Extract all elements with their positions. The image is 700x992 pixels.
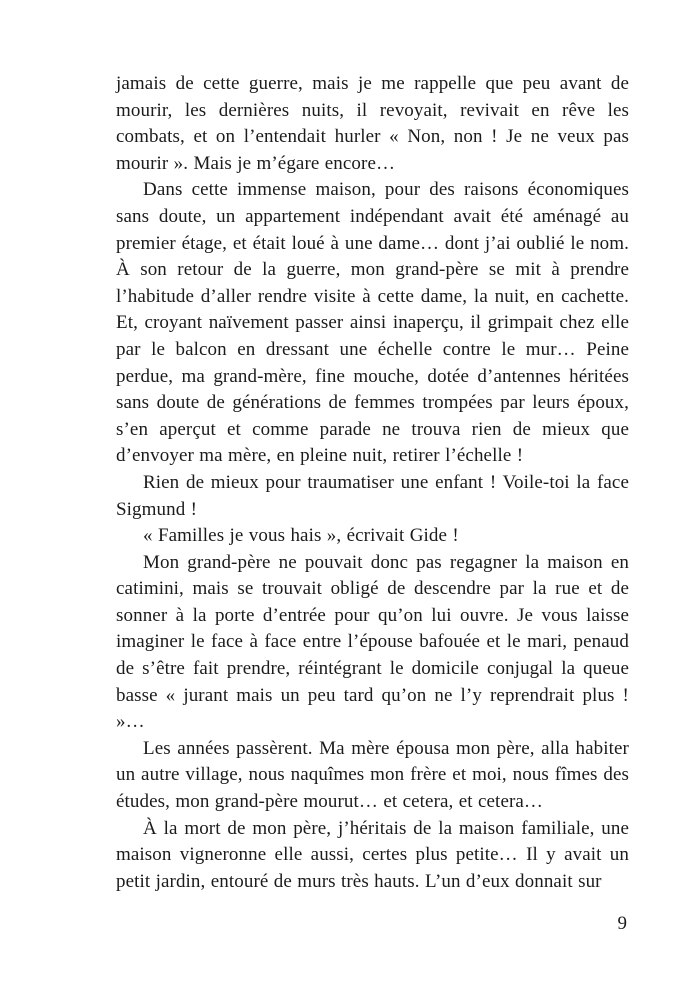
paragraph: Rien de mieux pour traumatiser une enfant ! Voile-toi la face Sigmund !	[116, 471, 629, 520]
paragraph: À la mort de mon père, j’héritais de la maison familiale, une maison vigneronne elle aussi, certes plus petite… Il y avait un petit jardin, entouré de murs très hauts. L’un d’eux donnait sur	[116, 817, 629, 892]
page-text	[116, 71, 629, 895]
paragraph: « Familles je vous hais », écrivait Gide !	[143, 525, 459, 547]
paragraph-continuation: jamais de cette guerre, mais je me rappelle que peu avant de mourir, les dernières nuits, il revoyait, revivait en rêve les combats, et on l’entendait hurler « Non, non ! Je ne veux pas mourir ». Mais je m’égare encore…	[116, 73, 629, 174]
page-number: 9	[617, 913, 627, 934]
paragraph: Mon grand-père ne pouvait donc pas regagner la maison en catimini, mais se trouvait obligé de descendre par la rue et de sonner à la porte d’entrée pour qu’on lui ouvre. Je vous laisse imaginer le face à face entre l’épouse bafouée et le mari, penaud de s’être fait prendre, réintégrant le domicile conjugal la queue basse « jurant mais un peu tard qu’on ne l’y reprendrait plus ! »…	[116, 551, 629, 733]
paragraph: Les années passèrent. Ma mère épousa mon père, alla habiter un autre village, nous naquîmes mon frère et moi, nous fîmes des études, mon grand-père mourut… et cetera, et cetera…	[116, 737, 629, 813]
paragraph: Dans cette immense maison, pour des raisons économiques sans doute, un appartement indépendant avait été aménagé au premier étage, et était loué à une dame… dont j’ai oublié le nom. À son retour de la guerre, mon grand-père se mit à prendre l’habitude d’aller rendre visite à cette dame, la nuit, en cachette. Et, croyant naïvement passer ainsi inaperçu, il grimpait chez elle par le balcon en dressant une échelle contre le mur… Peine perdue, ma grand-mère, fine mouche, dotée d’antennes héritées sans doute de générations de femmes trompées par leurs époux, s’en aperçut et comme parade ne trouva rien de mieux que d’envoyer ma mère, en pleine nuit, retirer l’échelle !	[116, 179, 629, 467]
